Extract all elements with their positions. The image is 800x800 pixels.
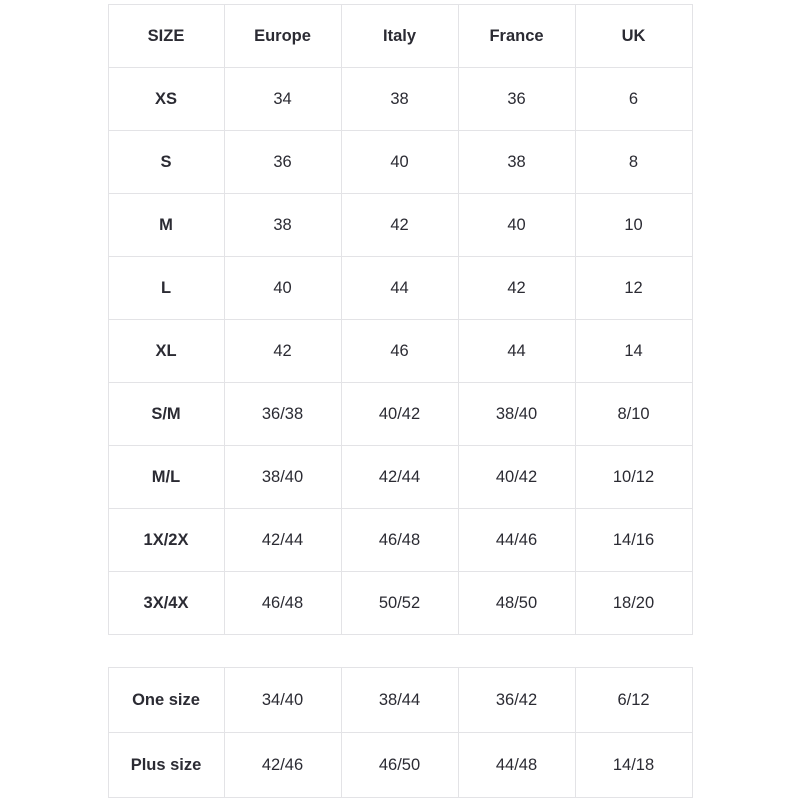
cell-europe: 36/38 [224, 383, 341, 446]
cell-italy: 42/44 [341, 446, 458, 509]
table-row [108, 194, 692, 257]
cell-france: 38 [458, 131, 575, 194]
cell-uk: 8/10 [575, 383, 692, 446]
cell-europe: 34/40 [224, 668, 341, 733]
cell-france: 44 [458, 320, 575, 383]
table-header-row [108, 5, 692, 68]
column-header-france: France [458, 5, 575, 68]
cell-uk: 14 [575, 320, 692, 383]
row-label: 3X/4X [108, 572, 224, 635]
one-size-table-body [108, 668, 692, 798]
cell-uk: 6 [575, 68, 692, 131]
cell-europe: 40 [224, 257, 341, 320]
size-conversion-table [108, 4, 693, 635]
cell-uk: 10 [575, 194, 692, 257]
table-row [108, 509, 692, 572]
cell-uk: 14/16 [575, 509, 692, 572]
cell-france: 48/50 [458, 572, 575, 635]
row-label: M/L [108, 446, 224, 509]
cell-italy: 46/48 [341, 509, 458, 572]
cell-france: 38/40 [458, 383, 575, 446]
column-header-size: SIZE [108, 5, 224, 68]
cell-france: 36 [458, 68, 575, 131]
cell-uk: 12 [575, 257, 692, 320]
column-header-uk: UK [575, 5, 692, 68]
cell-uk: 6/12 [575, 668, 692, 733]
row-label: S [108, 131, 224, 194]
cell-europe: 34 [224, 68, 341, 131]
row-label: S/M [108, 383, 224, 446]
cell-italy: 38 [341, 68, 458, 131]
cell-italy: 38/44 [341, 668, 458, 733]
cell-france: 42 [458, 257, 575, 320]
table-row [108, 257, 692, 320]
cell-europe: 36 [224, 131, 341, 194]
table-row [108, 131, 692, 194]
cell-italy: 50/52 [341, 572, 458, 635]
cell-europe: 46/48 [224, 572, 341, 635]
one-size-table [108, 667, 693, 798]
column-header-italy: Italy [341, 5, 458, 68]
table-body [108, 68, 692, 635]
row-label: XL [108, 320, 224, 383]
table-spacer [0, 635, 800, 667]
cell-italy: 40 [341, 131, 458, 194]
table-row [108, 446, 692, 509]
cell-europe: 42/46 [224, 733, 341, 798]
table-row [108, 668, 692, 733]
cell-france: 36/42 [458, 668, 575, 733]
cell-france: 40 [458, 194, 575, 257]
cell-france: 44/46 [458, 509, 575, 572]
table-row [108, 68, 692, 131]
table-row [108, 572, 692, 635]
cell-uk: 14/18 [575, 733, 692, 798]
row-label: M [108, 194, 224, 257]
cell-france: 44/48 [458, 733, 575, 798]
table-header [108, 5, 692, 68]
table-row [108, 733, 692, 798]
cell-uk: 10/12 [575, 446, 692, 509]
table-row [108, 383, 692, 446]
row-label: XS [108, 68, 224, 131]
cell-europe: 42/44 [224, 509, 341, 572]
cell-europe: 42 [224, 320, 341, 383]
cell-uk: 8 [575, 131, 692, 194]
row-label: 1X/2X [108, 509, 224, 572]
cell-europe: 38/40 [224, 446, 341, 509]
cell-italy: 40/42 [341, 383, 458, 446]
cell-europe: 38 [224, 194, 341, 257]
cell-italy: 44 [341, 257, 458, 320]
row-label: One size [108, 668, 224, 733]
cell-uk: 18/20 [575, 572, 692, 635]
row-label: L [108, 257, 224, 320]
cell-italy: 46 [341, 320, 458, 383]
row-label: Plus size [108, 733, 224, 798]
column-header-europe: Europe [224, 5, 341, 68]
cell-france: 40/42 [458, 446, 575, 509]
cell-italy: 46/50 [341, 733, 458, 798]
table-row [108, 320, 692, 383]
cell-italy: 42 [341, 194, 458, 257]
